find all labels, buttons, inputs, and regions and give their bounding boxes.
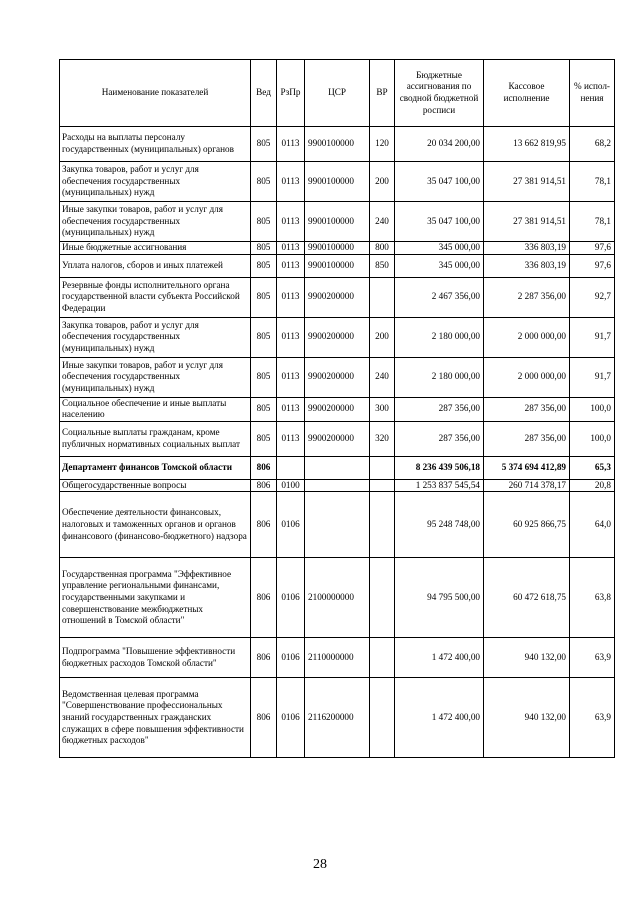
cell-cash: 336 803,19 [484, 254, 570, 277]
cell-name: Ведомственная целевая программа "Совершенствование профессиональных знаний государственных гражданских служащих в сфере повышения эффективности бюджетных расходов" [60, 678, 251, 758]
cell-ved: 806 [251, 558, 277, 638]
cell-vr: 240 [370, 202, 395, 242]
cell-budget: 2 180 000,00 [395, 357, 484, 397]
table-row [60, 456, 615, 479]
cell-budget: 94 795 500,00 [395, 558, 484, 638]
cell-ved: 806 [251, 456, 277, 479]
cell-csr: 9900200000 [305, 277, 370, 317]
table-row [60, 678, 615, 758]
cell-csr: 9900100000 [305, 242, 370, 255]
cell-vr [370, 638, 395, 678]
cell-cash: 5 374 694 412,89 [484, 456, 570, 479]
budget-table [59, 59, 615, 758]
cell-vr: 800 [370, 242, 395, 255]
header-csr: ЦСР [305, 60, 370, 127]
cell-csr: 9900200000 [305, 397, 370, 421]
cell-budget: 35 047 100,00 [395, 202, 484, 242]
cell-percent: 92,7 [570, 277, 615, 317]
cell-vr [370, 492, 395, 558]
cell-cash: 2 287 356,00 [484, 277, 570, 317]
cell-vr: 200 [370, 317, 395, 357]
cell-csr: 9900100000 [305, 162, 370, 202]
table-row [60, 127, 615, 162]
header-name: Наименование показателей [60, 60, 251, 127]
cell-ved: 805 [251, 162, 277, 202]
page-number: 28 [313, 857, 327, 872]
table-row [60, 492, 615, 558]
cell-rzpr [277, 456, 305, 479]
cell-name: Социальное обеспечение и иные выплаты населению [60, 397, 251, 421]
header-ved: Вед [251, 60, 277, 127]
cell-percent: 91,7 [570, 317, 615, 357]
cell-ved: 805 [251, 317, 277, 357]
cell-budget: 1 472 400,00 [395, 638, 484, 678]
cell-rzpr: 0113 [277, 242, 305, 255]
cell-ved: 805 [251, 357, 277, 397]
cell-rzpr: 0113 [277, 357, 305, 397]
cell-cash: 27 381 914,51 [484, 202, 570, 242]
cell-budget: 2 467 356,00 [395, 277, 484, 317]
cell-budget: 95 248 748,00 [395, 492, 484, 558]
cell-name: Уплата налогов, сборов и иных платежей [60, 254, 251, 277]
cell-cash: 940 132,00 [484, 678, 570, 758]
table-row [60, 558, 615, 638]
cell-vr [370, 277, 395, 317]
cell-rzpr: 0100 [277, 479, 305, 492]
cell-name: Подпрограмма "Повышение эффективности бюджетных расходов Томской области" [60, 638, 251, 678]
cell-name: Закупка товаров, работ и услуг для обеспечения государственных (муниципальных) нужд [60, 162, 251, 202]
cell-vr [370, 558, 395, 638]
table-row [60, 357, 615, 397]
cell-cash: 2 000 000,00 [484, 357, 570, 397]
cell-ved: 805 [251, 254, 277, 277]
cell-percent: 64,0 [570, 492, 615, 558]
cell-rzpr: 0113 [277, 162, 305, 202]
cell-csr [305, 479, 370, 492]
cell-rzpr: 0113 [277, 317, 305, 357]
header-vr: ВР [370, 60, 395, 127]
cell-csr: 2100000000 [305, 558, 370, 638]
cell-percent: 78,1 [570, 162, 615, 202]
cell-name: Социальные выплаты гражданам, кроме публичных нормативных социальных выплат [60, 421, 251, 456]
cell-budget: 287 356,00 [395, 421, 484, 456]
cell-cash: 940 132,00 [484, 638, 570, 678]
table-row [60, 638, 615, 678]
header-cash: Кассовое исполнение [484, 60, 570, 127]
cell-name: Иные бюджетные ассигнования [60, 242, 251, 255]
cell-csr: 9900100000 [305, 254, 370, 277]
cell-name: Расходы на выплаты персоналу государственных (муниципальных) органов [60, 127, 251, 162]
cell-rzpr: 0113 [277, 254, 305, 277]
cell-rzpr: 0113 [277, 397, 305, 421]
cell-percent: 63,8 [570, 558, 615, 638]
cell-budget: 20 034 200,00 [395, 127, 484, 162]
cell-percent: 97,6 [570, 242, 615, 255]
cell-ved: 806 [251, 638, 277, 678]
cell-cash: 60 472 618,75 [484, 558, 570, 638]
cell-name: Резервные фонды исполнительного органа государственной власти субъекта Российской Федерации [60, 277, 251, 317]
cell-percent: 68,2 [570, 127, 615, 162]
cell-csr: 9900200000 [305, 317, 370, 357]
cell-budget: 345 000,00 [395, 242, 484, 255]
cell-name: Департамент финансов Томской области [60, 456, 251, 479]
cell-rzpr: 0113 [277, 421, 305, 456]
cell-ved: 805 [251, 277, 277, 317]
cell-ved: 805 [251, 202, 277, 242]
table-row [60, 202, 615, 242]
cell-ved: 806 [251, 492, 277, 558]
cell-rzpr: 0106 [277, 558, 305, 638]
cell-cash: 27 381 914,51 [484, 162, 570, 202]
cell-cash: 336 803,19 [484, 242, 570, 255]
cell-percent: 100,0 [570, 421, 615, 456]
table-row [60, 162, 615, 202]
cell-ved: 806 [251, 678, 277, 758]
table-header-row [60, 60, 615, 127]
cell-percent: 100,0 [570, 397, 615, 421]
header-percent: % испол-нения [570, 60, 615, 127]
cell-ved: 805 [251, 421, 277, 456]
cell-csr [305, 492, 370, 558]
cell-name: Государственная программа "Эффективное управление региональными финансами, государственными закупками и совершенствование межбюджетных отношений в Томской области" [60, 558, 251, 638]
cell-vr: 120 [370, 127, 395, 162]
cell-vr [370, 678, 395, 758]
cell-percent: 63,9 [570, 638, 615, 678]
cell-cash: 260 714 378,17 [484, 479, 570, 492]
cell-cash: 13 662 819,95 [484, 127, 570, 162]
cell-csr: 9900100000 [305, 202, 370, 242]
cell-rzpr: 0106 [277, 638, 305, 678]
cell-percent: 78,1 [570, 202, 615, 242]
cell-vr: 300 [370, 397, 395, 421]
cell-budget: 287 356,00 [395, 397, 484, 421]
table-row [60, 479, 615, 492]
cell-rzpr: 0113 [277, 127, 305, 162]
cell-ved: 805 [251, 127, 277, 162]
cell-percent: 91,7 [570, 357, 615, 397]
cell-cash: 287 356,00 [484, 421, 570, 456]
table-row [60, 242, 615, 255]
cell-cash: 2 000 000,00 [484, 317, 570, 357]
cell-csr: 9900100000 [305, 127, 370, 162]
cell-percent: 65,3 [570, 456, 615, 479]
cell-budget: 1 253 837 545,54 [395, 479, 484, 492]
table-row [60, 421, 615, 456]
cell-budget: 1 472 400,00 [395, 678, 484, 758]
cell-cash: 60 925 866,75 [484, 492, 570, 558]
table-row [60, 277, 615, 317]
cell-rzpr: 0113 [277, 202, 305, 242]
cell-budget: 8 236 439 506,18 [395, 456, 484, 479]
cell-vr: 200 [370, 162, 395, 202]
cell-ved: 805 [251, 242, 277, 255]
cell-rzpr: 0106 [277, 492, 305, 558]
cell-cash: 287 356,00 [484, 397, 570, 421]
cell-vr [370, 456, 395, 479]
cell-budget: 2 180 000,00 [395, 317, 484, 357]
table-row [60, 397, 615, 421]
header-budget: Бюджетные ассигнования по сводной бюджетной росписи [395, 60, 484, 127]
table-row [60, 254, 615, 277]
cell-vr: 240 [370, 357, 395, 397]
cell-ved: 806 [251, 479, 277, 492]
cell-rzpr: 0106 [277, 678, 305, 758]
cell-csr: 2116200000 [305, 678, 370, 758]
cell-name: Иные закупки товаров, работ и услуг для обеспечения государственных (муниципальных) нужд [60, 357, 251, 397]
cell-budget: 345 000,00 [395, 254, 484, 277]
cell-percent: 63,9 [570, 678, 615, 758]
cell-csr [305, 456, 370, 479]
cell-rzpr: 0113 [277, 277, 305, 317]
cell-name: Обеспечение деятельности финансовых, налоговых и таможенных органов и органов финансового (финансово-бюджетного) надзора [60, 492, 251, 558]
cell-name: Закупка товаров, работ и услуг для обеспечения государственных (муниципальных) нужд [60, 317, 251, 357]
table-row [60, 317, 615, 357]
cell-name: Общегосударственные вопросы [60, 479, 251, 492]
cell-vr: 850 [370, 254, 395, 277]
header-rzpr: РзПр [277, 60, 305, 127]
cell-csr: 9900200000 [305, 421, 370, 456]
cell-percent: 97,6 [570, 254, 615, 277]
cell-budget: 35 047 100,00 [395, 162, 484, 202]
cell-vr [370, 479, 395, 492]
cell-ved: 805 [251, 397, 277, 421]
cell-name: Иные закупки товаров, работ и услуг для обеспечения государственных (муниципальных) нужд [60, 202, 251, 242]
cell-percent: 20,8 [570, 479, 615, 492]
cell-vr: 320 [370, 421, 395, 456]
cell-csr: 9900200000 [305, 357, 370, 397]
cell-csr: 2110000000 [305, 638, 370, 678]
